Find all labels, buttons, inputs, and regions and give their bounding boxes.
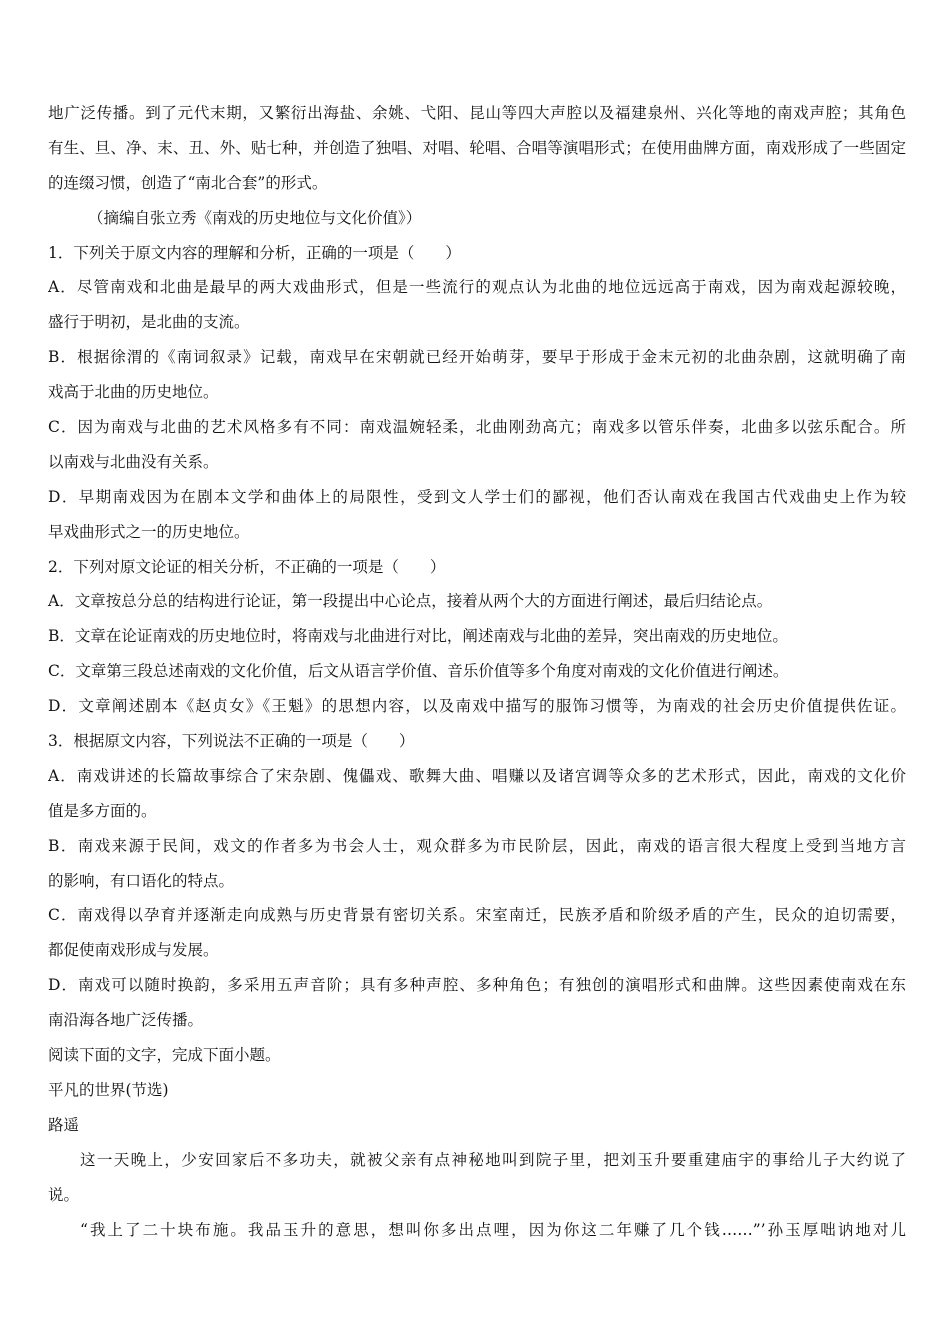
- story-author: [48, 1108, 906, 1143]
- text-line: 说。: [48, 1185, 80, 1204]
- text-line: 3．根据原文内容，下列说法不正确的一项是（ ）: [48, 732, 415, 751]
- text-line: B．根据徐渭的《南词叙录》记载，南戏早在宋朝就已经开始萌芽，要早于形成于金末元初的北曲杂剧，这就明确了南: [48, 348, 906, 367]
- text-line: 值是多方面的。: [48, 801, 157, 820]
- story-paragraph-1: [48, 1143, 906, 1213]
- question-2: [48, 550, 906, 585]
- text-line: 地广泛传播。到了元代末期，又繁衍出海盐、余姚、弋阳、昆山等四大声腔以及福建泉州、兴化等地的南戏声腔；其角色: [48, 104, 906, 122]
- text-line: 平凡的世界(节选): [48, 1080, 169, 1099]
- text-line: “我上了二十块布施。我品玉升的意思，想叫你多出点哩，因为你这二年赚了几个钱……”’孙玉厚咄讷地对儿: [80, 1220, 906, 1239]
- question-1: [48, 236, 906, 271]
- q3-option-d: [48, 968, 906, 1038]
- text-line: B．文章在论证南戏的历史地位时，将南戏与北曲进行对比，阐述南戏与北曲的差异，突出南戏的历史地位。: [48, 627, 788, 646]
- text-line: A．南戏讲述的长篇故事综合了宋杂剧、傀儡戏、歌舞大曲、唱赚以及诸宫调等众多的艺术形式，因此，南戏的文化价: [48, 766, 906, 785]
- text-line: C．南戏得以孕育并逐渐走向成熟与历史背景有密切关系。宋室南迁，民族矛盾和阶级矛盾的产生，民众的迫切需要，: [48, 906, 906, 925]
- source-citation: [48, 201, 906, 236]
- text-line: 有生、旦、净、末、丑、外、贴七种，并创造了独唱、对唱、轮唱、合唱等演唱形式；在使用曲牌方面，南戏形成了一些固定: [48, 138, 906, 157]
- text-line: 以南戏与北曲没有关系。: [48, 452, 219, 471]
- text-line: 的连缀习惯，创造了“南北合套”的形式。: [48, 173, 328, 192]
- text-line: 路遥: [48, 1115, 80, 1134]
- story-paragraph-2: [48, 1213, 906, 1248]
- text-line: 早戏曲形式之一的历史地位。: [48, 522, 250, 541]
- text-line: D．早期南戏因为在剧本文学和曲体上的局限性，受到文人学士们的鄙视，他们否认南戏在我国古代戏曲史上作为较: [48, 487, 906, 506]
- text-line: C．因为南戏与北曲的艺术风格多有不同：南戏温婉轻柔，北曲刚劲高亢；南戏多以管乐伴奏，北曲多以弦乐配合。所: [48, 418, 906, 437]
- text-line: 2．下列对原文论证的相关分析，不正确的一项是（ ）: [48, 557, 446, 576]
- text-line: A．文章按总分总的结构进行论证，第一段提出中心论点，接着从两个大的方面进行阐述，最后归结论点。: [48, 592, 773, 611]
- q2-option-d: [48, 689, 906, 724]
- text-line: 盛行于明初，是北曲的支流。: [48, 313, 250, 332]
- question-3: [48, 724, 906, 759]
- text-line: C．文章第三段总述南戏的文化价值，后文从语言学价值、音乐价值等多个角度对南戏的文化价值进行阐述。: [48, 662, 789, 681]
- text-line: 阅读下面的文字，完成下面小题。: [48, 1046, 281, 1065]
- text-line: D．文章阐述剧本《赵贞女》《王魁》的思想内容，以及南戏中描写的服饰习惯等，为南戏的社会历史价值提供佐证。: [48, 697, 906, 716]
- text-line: 的影响，有口语化的特点。: [48, 871, 235, 890]
- text-line: 戏高于北曲的历史地位。: [48, 383, 219, 402]
- q3-option-c: [48, 898, 906, 968]
- text-line: 1．下列关于原文内容的理解和分析，正确的一项是（ ）: [48, 243, 461, 262]
- text-line: D．南戏可以随时换韵，多采用五声音阶；具有多种声腔、多种角色；有独创的演唱形式和曲牌。这些因素使南戏在东: [48, 976, 906, 995]
- text-line: A．尽管南戏和北曲是最早的两大戏曲形式，但是一些流行的观点认为北曲的地位远远高于南戏，因为南戏起源较晚，: [48, 278, 906, 297]
- q2-option-a: [48, 584, 906, 619]
- text-line: 这一天晚上，少安回家后不多功夫，就被父亲有点神秘地叫到院子里，把刘玉升要重建庙宇的事给儿子大约说了: [80, 1150, 906, 1169]
- q3-option-b: [48, 829, 906, 899]
- q1-option-a: [48, 270, 906, 340]
- passage-ending: [48, 96, 906, 201]
- q2-option-c: [48, 654, 906, 689]
- q1-option-b: [48, 340, 906, 410]
- reading-instruction: [48, 1038, 906, 1073]
- q1-option-c: [48, 410, 906, 480]
- q1-option-d: [48, 480, 906, 550]
- text-line: 南沿海各地广泛传播。: [48, 1011, 204, 1030]
- text-line: （摘编自张立秀《南戏的历史地位与文化价值》）: [88, 208, 422, 227]
- document-page: [48, 96, 906, 1247]
- q2-option-b: [48, 619, 906, 654]
- text-line: 都促使南戏形成与发展。: [48, 941, 219, 960]
- text-line: B．南戏来源于民间，戏文的作者多为书会人士，观众群多为市民阶层，因此，南戏的语言很大程度上受到当地方言: [48, 836, 906, 855]
- q3-option-a: [48, 759, 906, 829]
- story-title: [48, 1073, 906, 1108]
